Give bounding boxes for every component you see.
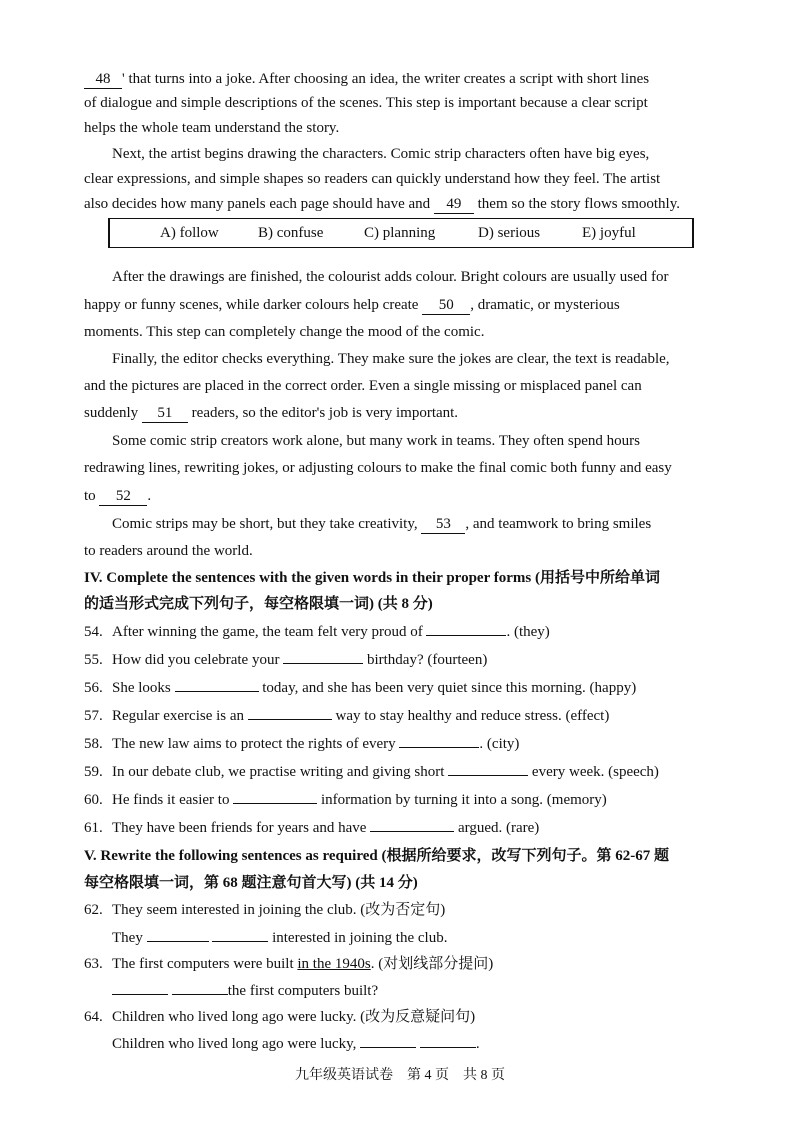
question-text: After winning the game, the team felt very proud of xyxy=(112,624,427,640)
page-footer: 九年级英语试卷 第 4 页 共 8 页 xyxy=(295,1068,505,1083)
question-text: The first computers were built xyxy=(112,956,298,972)
question-number: 60. xyxy=(84,792,103,808)
blank-52: 52 xyxy=(99,487,147,506)
passage-text: happy or funny scenes, while darker colours help create xyxy=(84,297,423,313)
question-64 xyxy=(84,1006,734,1028)
passage-text: Comic strips may be short, but they take creativity, xyxy=(112,516,422,532)
question-text: They seem interested in joining the club. (改为否定句) xyxy=(112,902,446,918)
passage-line xyxy=(84,402,734,424)
passage-line xyxy=(84,485,734,507)
question-60 xyxy=(84,789,734,811)
question-text: How did you celebrate your xyxy=(112,652,284,668)
question-text: Children who lived long ago were lucky. (改为反意疑问句) xyxy=(112,1009,476,1025)
passage-line xyxy=(84,68,734,90)
answer-blank[interactable] xyxy=(370,831,454,832)
answer-blank[interactable] xyxy=(360,1047,416,1048)
question-text: The new law aims to protect the rights of every xyxy=(112,736,400,752)
passage-text: readers, so the editor's job is very important. xyxy=(187,405,459,421)
question-number: 59. xyxy=(84,764,103,780)
passage-line xyxy=(112,513,734,535)
question-number: 62. xyxy=(84,902,103,918)
option-a: A) follow xyxy=(160,225,219,241)
question-57 xyxy=(84,705,734,727)
answer-blank[interactable] xyxy=(283,663,363,664)
passage-text: ' that turns into a joke. After choosing an idea, the writer creates a script with short lines xyxy=(122,71,650,87)
question-58 xyxy=(84,733,734,755)
option-d: D) serious xyxy=(478,225,541,241)
answer-text: interested in joining the club. xyxy=(268,930,448,946)
option-b: B) confuse xyxy=(258,225,324,241)
passage-line: of dialogue and simple descriptions of the scenes. This step is important because a clear script xyxy=(84,95,648,111)
passage-text: suddenly xyxy=(84,405,142,421)
question-number: 54. xyxy=(84,624,103,640)
answer-62 xyxy=(112,927,762,949)
blank-53: 53 xyxy=(421,515,465,534)
answer-blank[interactable] xyxy=(248,719,332,720)
question-text: information by turning it into a song. (memory) xyxy=(317,792,607,808)
question-54 xyxy=(84,621,734,643)
passage-text: , dramatic, or mysterious xyxy=(470,297,620,313)
answer-blank[interactable] xyxy=(212,941,268,942)
question-55 xyxy=(84,649,734,671)
option-e: E) joyful xyxy=(582,225,636,241)
question-text: argued. (rare) xyxy=(454,820,540,836)
answer-blank[interactable] xyxy=(233,803,317,804)
word-options-box xyxy=(108,218,694,248)
passage-line: clear expressions, and simple shapes so readers can quickly understand how they feel. The artist xyxy=(84,171,661,187)
answer-blank[interactable] xyxy=(399,747,479,748)
blank-50: 50 xyxy=(422,296,470,315)
section-4-title: IV. Complete the sentences with the given words in their proper forms (用括号中所给单词 xyxy=(84,570,660,586)
question-number: 64. xyxy=(84,1009,103,1025)
answer-blank[interactable] xyxy=(147,941,209,942)
option-c: C) planning xyxy=(364,225,436,241)
passage-text: , and teamwork to bring smiles xyxy=(465,516,652,532)
passage-line: moments. This step can completely change the mood of the comic. xyxy=(84,324,485,340)
passage-line: to readers around the world. xyxy=(84,543,253,559)
blank-48: 48 xyxy=(84,70,122,89)
question-text: today, and she has been very quiet since this morning. (happy) xyxy=(258,680,637,696)
answer-text: . xyxy=(475,1036,480,1052)
question-text: . (they) xyxy=(506,624,550,640)
passage-line: and the pictures are placed in the correct order. Even a single missing or misplaced panel can xyxy=(84,378,642,394)
question-number: 61. xyxy=(84,820,103,836)
question-number: 56. xyxy=(84,680,103,696)
question-number: 58. xyxy=(84,736,103,752)
passage-line: helps the whole team understand the story. xyxy=(84,120,340,136)
answer-blank[interactable] xyxy=(172,994,228,995)
question-text: In our debate club, we practise writing and giving short xyxy=(112,764,449,780)
question-text: . (对划线部分提问) xyxy=(370,956,494,972)
passage-line: Finally, the editor checks everything. They make sure the jokes are clear, the text is readable, xyxy=(112,351,670,367)
question-56 xyxy=(84,677,734,699)
passage-line xyxy=(84,294,734,316)
underlined-phrase: in the 1940s xyxy=(297,956,371,972)
answer-blank[interactable] xyxy=(112,994,168,995)
question-text: She looks xyxy=(112,680,175,696)
question-text: . (city) xyxy=(479,736,520,752)
question-text: birthday? (fourteen) xyxy=(363,652,488,668)
answer-text: the first computers built? xyxy=(227,983,379,999)
question-text: Regular exercise is an xyxy=(112,708,248,724)
passage-text: also decides how many panels each page should have and xyxy=(84,196,434,212)
passage-line: Next, the artist begins drawing the characters. Comic strip characters often have big eyes, xyxy=(112,146,650,162)
passage-text: . xyxy=(147,488,152,504)
question-59 xyxy=(84,761,734,783)
blank-51: 51 xyxy=(142,404,188,423)
passage-text: to xyxy=(84,488,100,504)
answer-blank[interactable] xyxy=(448,775,528,776)
question-number: 63. xyxy=(84,956,103,972)
question-63 xyxy=(84,953,734,975)
section-5-title: 每空格限填一词，第 68 题注意句首大写) (共 14 分) xyxy=(84,875,418,891)
question-text: way to stay healthy and reduce stress. (effect) xyxy=(331,708,610,724)
section-5-title: V. Rewrite the following sentences as required (根据所给要求，改写下列句子。第 62-67 题 xyxy=(84,848,669,864)
answer-64 xyxy=(112,1033,762,1055)
answer-blank[interactable] xyxy=(420,1047,476,1048)
question-text: They have been friends for years and have xyxy=(112,820,371,836)
question-62 xyxy=(84,899,734,921)
answer-text: They xyxy=(112,930,147,946)
answer-blank[interactable] xyxy=(426,635,506,636)
passage-line: After the drawings are finished, the colourist adds colour. Bright colours are usually used for xyxy=(112,269,669,285)
question-text: every week. (speech) xyxy=(528,764,659,780)
answer-text: Children who lived long ago were lucky, xyxy=(112,1036,361,1052)
question-text: He finds it easier to xyxy=(112,792,234,808)
answer-blank[interactable] xyxy=(175,691,259,692)
question-61 xyxy=(84,817,734,839)
passage-line: Some comic strip creators work alone, but many work in teams. They often spend hours xyxy=(112,433,640,449)
passage-text: them so the story flows smoothly. xyxy=(473,196,680,212)
answer-63 xyxy=(112,980,762,1002)
question-number: 55. xyxy=(84,652,103,668)
passage-line xyxy=(84,193,734,215)
question-number: 57. xyxy=(84,708,103,724)
passage-line: redrawing lines, rewriting jokes, or adjusting colours to make the final comic both funny and easy xyxy=(84,460,672,476)
section-4-title: 的适当形式完成下列句子，每空格限填一词) (共 8 分) xyxy=(84,596,433,612)
blank-49: 49 xyxy=(434,195,474,214)
